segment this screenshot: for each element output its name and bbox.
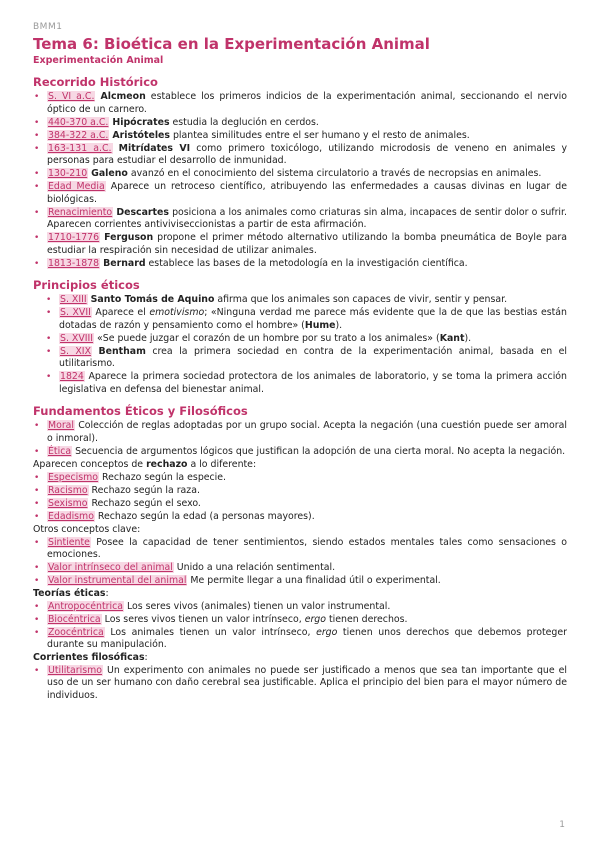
- section-heading-principios: Principios éticos: [33, 278, 140, 292]
- bullet-icon: •: [46, 346, 52, 357]
- item-text-end: tienen derechos.: [326, 613, 408, 625]
- list-item: [33, 562, 567, 575]
- person-name: Bernard: [103, 257, 146, 269]
- list-item: [33, 498, 567, 511]
- bullet-icon: •: [34, 627, 40, 638]
- bullet-icon: •: [34, 537, 40, 548]
- corrientes-list: [33, 665, 567, 703]
- date-tag: S. XIII: [60, 294, 87, 305]
- person-name: Hipócrates: [112, 116, 170, 128]
- item-text: Me permite llegar a una finalidad útil o experimental.: [187, 575, 441, 586]
- bullet-icon: •: [34, 130, 40, 141]
- item-text: Los seres vivos (animales) tienen un valor instrumental.: [124, 600, 391, 612]
- bullet-icon: •: [34, 207, 40, 218]
- otros-list: [33, 537, 567, 588]
- person-name: Mitrídates VI: [118, 142, 191, 154]
- list-item: [33, 485, 567, 498]
- emphasis-term: ergo: [304, 613, 326, 625]
- item-text: Los animales tienen un valor intrínseco,: [104, 626, 317, 638]
- list-item: [45, 371, 567, 396]
- date-tag: 440-370 a.C.: [48, 116, 109, 128]
- item-text: Rechazo según la edad (a personas mayores).: [94, 510, 315, 522]
- item-text-end: tienen unos derechos que debemos proteger durante su manipulación.: [47, 626, 568, 650]
- rechazo-word: rechazo: [146, 458, 188, 470]
- bullet-icon: •: [34, 182, 40, 192]
- document-page: [33, 22, 567, 703]
- person-name: Kant: [439, 332, 465, 344]
- date-tag: Edad Media: [48, 181, 105, 192]
- person-name: Santo Tomás de Aquino: [90, 294, 215, 305]
- bullet-icon: •: [34, 576, 40, 586]
- item-text: plantea similitudes entre el ser humano y el resto de animales.: [169, 129, 470, 141]
- list-item: [33, 181, 567, 206]
- principios-list: [33, 294, 567, 396]
- date-tag: 384-322 a.C.: [48, 129, 109, 141]
- bullet-icon: •: [34, 421, 40, 431]
- person-name: Hume: [304, 319, 336, 331]
- term-tag: Zoocéntrica: [48, 626, 104, 638]
- list-item: [33, 575, 567, 588]
- list-item: [45, 294, 567, 307]
- date-tag: S. VI a.C.: [48, 91, 95, 102]
- item-text: Rechazo según la especie.: [99, 471, 227, 483]
- item-text: como primero toxicólogo, utilizando microdosis de veneno en animales y personas para estudiar el desarrollo de inmunidad.: [47, 142, 568, 166]
- term-tag: Sexismo: [48, 497, 88, 509]
- item-text: crea la primera sociedad en contra de la experimentación animal, basada en el utilitarismo.: [59, 345, 567, 369]
- page-number: 1: [559, 820, 565, 830]
- term-tag: Ética: [48, 445, 72, 457]
- page-title: Tema 6: Bioética en la Experimentación Animal: [33, 35, 430, 53]
- list-item: [33, 130, 567, 143]
- item-text: Rechazo según la raza.: [88, 484, 200, 496]
- bullet-icon: •: [34, 511, 40, 522]
- item-text: Aparece la primera sociedad protectora de los animales de laboratorio, y se toma la primera acción legislativa en defensa del bienestar animal.: [59, 371, 567, 395]
- section-heading-fundamentos: Fundamentos Éticos y Filosóficos: [33, 404, 248, 418]
- page-subtitle: Experimentación Animal: [33, 55, 164, 66]
- item-text: Posee la capacidad de tener sentimientos, siendo estados mentales tales como sensaciones o emociones.: [47, 536, 567, 560]
- list-item: [33, 511, 567, 524]
- rechazo-intro: [33, 459, 567, 472]
- corrientes-heading-text: Corrientes filosóficas: [33, 652, 145, 663]
- date-tag: 1710-1776: [48, 232, 100, 243]
- bullet-icon: •: [46, 308, 52, 318]
- item-text-end: ).: [335, 319, 343, 331]
- bullet-icon: •: [34, 258, 40, 269]
- list-item: [33, 232, 567, 257]
- item-text: avanzó en el conocimiento del sistema circulatorio a través de necropsias en animales.: [127, 168, 542, 179]
- term-tag: Especismo: [48, 471, 99, 483]
- person-name: Bentham: [98, 345, 146, 357]
- term-tag: Biocéntrica: [48, 613, 101, 625]
- list-item: [33, 168, 567, 181]
- list-item: [33, 258, 567, 271]
- date-tag: 163-131 a.C.: [48, 142, 112, 154]
- fundamentos-list: [33, 420, 567, 458]
- item-text: posiciona a los animales como criaturas sin alma, incapaces de sentir dolor o sufrir. Aparecen corrientes antiviviseccionistas a partir de esta afirmación.: [47, 206, 567, 230]
- teorias-heading-text: Teorías éticas: [33, 588, 106, 599]
- item-text: establece los primeros indicios de la experimentación animal, seccionando el nervio óptico de un carnero.: [47, 91, 568, 115]
- bullet-icon: •: [34, 446, 40, 457]
- date-tag: S. XIX: [60, 345, 91, 357]
- person-name: Alcmeon: [100, 91, 146, 102]
- bullet-icon: •: [34, 169, 40, 179]
- corrientes-heading: [33, 652, 567, 665]
- item-text: propone el primer método alternativo utilizando la bomba pneumática de Boyle para estudiar la respiración sin necesidad de utilizar animales.: [47, 232, 567, 256]
- item-text: estudia la deglución en cerdos.: [169, 116, 319, 128]
- item-text: ).: [464, 332, 472, 344]
- list-item: [33, 143, 567, 168]
- item-text: Rechazo según el sexo.: [88, 497, 201, 509]
- item-text: afirma que los animales son capaces de vivir, sentir y pensar.: [214, 294, 508, 305]
- rechazo-intro-post: a lo diferente:: [187, 458, 257, 470]
- term-tag: Valor intrínseco del animal: [48, 562, 173, 573]
- term-tag: Edadismo: [48, 510, 94, 522]
- item-text: ; «Ninguna verdad me parece más evidente que la de que las bestias están dotadas de razón y pensamiento como el hombre» (: [59, 307, 567, 331]
- date-tag: Renacimiento: [48, 206, 113, 218]
- list-item: [45, 346, 567, 371]
- person-name: Galeno: [91, 168, 128, 179]
- date-tag: 1813-1878: [48, 257, 100, 269]
- person-name: Ferguson: [104, 232, 154, 243]
- term-tag: Sintiente: [48, 536, 90, 548]
- person-name: Aristóteles: [112, 129, 170, 141]
- term-tag: Valor instrumental del animal: [48, 575, 187, 586]
- section-heading-historico: Recorrido Histórico: [33, 75, 158, 89]
- bullet-icon: •: [34, 143, 40, 154]
- date-tag: S. XVII: [60, 307, 91, 318]
- emphasis-term: emotivismo: [149, 307, 205, 318]
- teorias-heading: [33, 588, 567, 601]
- bullet-icon: •: [34, 601, 40, 612]
- item-text-pre: «Se puede juzgar el corazón de un hombre por su trato a los animales» (: [94, 332, 440, 344]
- otros-intro: Otros conceptos clave:: [33, 523, 141, 535]
- item-text: Colección de reglas adoptadas por un grupo social. Acepta la negación (una cuestión puede ser amoral o inmoral).: [47, 420, 567, 444]
- list-item: [33, 446, 567, 459]
- list-item: [33, 627, 567, 652]
- emphasis-term: ergo: [316, 626, 338, 638]
- item-text: Aparece un retroceso científico, atribuyendo las enfermedades a causas divinas en lugar de biológicas.: [47, 181, 567, 205]
- list-item: [33, 420, 567, 445]
- historico-list: [33, 91, 567, 270]
- term-tag: Utilitarismo: [48, 664, 102, 676]
- teorias-list: [33, 601, 567, 652]
- teorias-colon: :: [105, 588, 109, 599]
- bullet-icon: •: [34, 563, 40, 573]
- list-item: [33, 117, 567, 130]
- bullet-icon: •: [34, 614, 40, 625]
- list-item: [33, 614, 567, 627]
- list-item: [45, 307, 567, 332]
- item-text: Un experimento con animales no puede ser justificado a menos que sea tan importante que el uso de un ser humano con daño cerebral sea justificable. Aplica el principio del bien para el mayor número de individuos.: [47, 664, 567, 701]
- term-tag: Antropocéntrica: [48, 600, 123, 612]
- list-item: [33, 91, 567, 116]
- bullet-icon: •: [34, 665, 40, 676]
- item-text-pre: Aparece el: [91, 307, 150, 318]
- bullet-icon: •: [46, 295, 52, 305]
- bullet-icon: •: [34, 233, 40, 243]
- term-tag: Racismo: [48, 484, 88, 496]
- bullet-icon: •: [34, 498, 40, 509]
- list-item: [33, 207, 567, 232]
- term-tag: Moral: [48, 420, 75, 431]
- bullet-icon: •: [34, 117, 40, 128]
- bullet-icon: •: [34, 472, 40, 483]
- date-tag: 1824: [60, 371, 84, 382]
- list-item: [33, 665, 567, 703]
- item-text: Unido a una relación sentimental.: [173, 562, 336, 573]
- rechazo-list: [33, 472, 567, 524]
- corrientes-colon: :: [144, 652, 148, 663]
- bullet-icon: •: [34, 92, 40, 102]
- person-name: Descartes: [116, 206, 169, 218]
- item-text: establece las bases de la metodología en la investigación científica.: [145, 257, 468, 269]
- bullet-icon: •: [34, 485, 40, 496]
- course-code: BMM1: [33, 22, 63, 32]
- date-tag: S. XVIII: [60, 332, 94, 344]
- rechazo-intro-pre: Aparecen conceptos de: [33, 458, 147, 470]
- date-tag: 130-210: [48, 168, 88, 179]
- list-item: [33, 601, 567, 614]
- list-item: [33, 472, 567, 485]
- item-text: Los seres vivos tienen un valor intrínseco,: [101, 613, 305, 625]
- list-item: [45, 333, 567, 346]
- bullet-icon: •: [46, 372, 52, 382]
- item-text: Secuencia de argumentos lógicos que justifican la adopción de una cierta moral. No acepta la negación.: [72, 445, 566, 457]
- bullet-icon: •: [46, 333, 52, 344]
- list-item: [33, 537, 567, 562]
